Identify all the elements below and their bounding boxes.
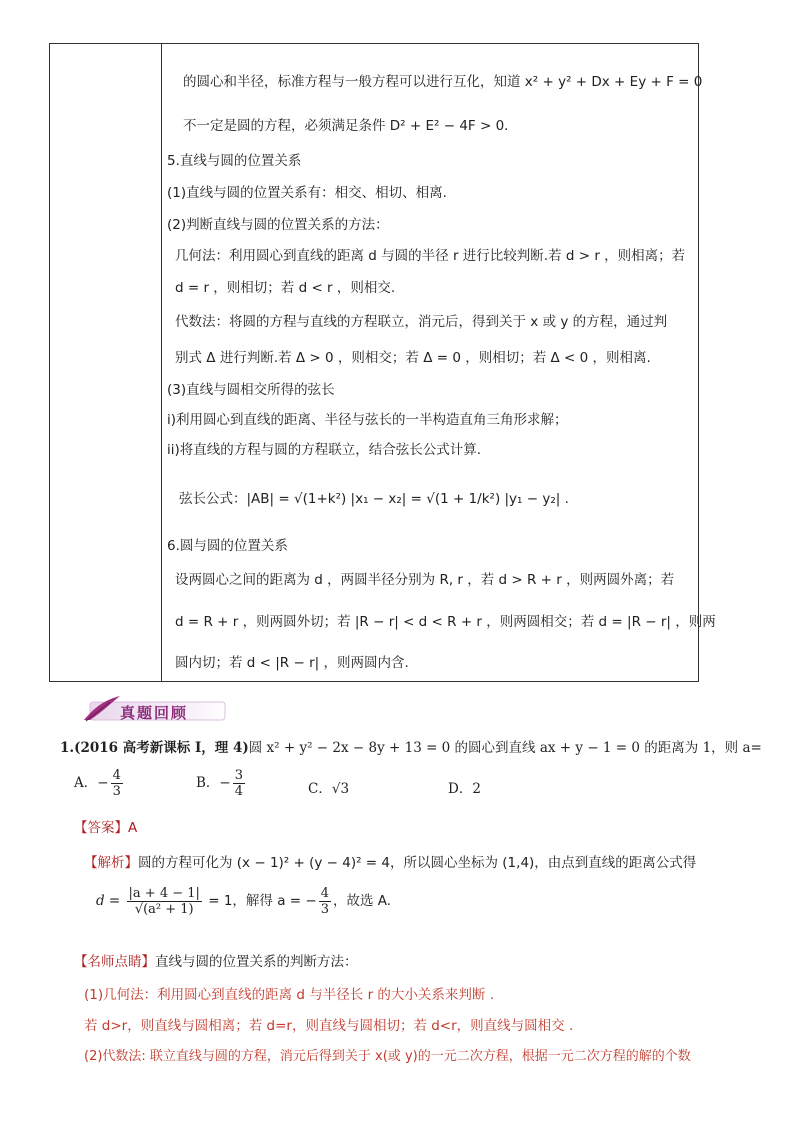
option-c-label: C． [308,781,332,797]
table-content-cell [163,44,716,681]
box-line-7: d = r ，则相切；若 d < r ，则相交. [175,280,396,296]
analysis-frac-num: |a + 4 − 1| [128,886,200,901]
box-line-17: 圆内切；若 d < |R − r| ，则两圆内含. [175,655,409,671]
option-d[interactable] [448,777,481,797]
analysis-line-1 [84,851,696,871]
box-line-10: (3)直线与圆相交所得的弦长 [167,382,335,398]
box-heading-6: 6.圆与圆的位置关系 [167,538,288,554]
option-b-sign: − [219,775,231,791]
analysis-solve: = 1，解得 a = − [208,893,317,909]
analysis-tag: 【解析】 [84,855,138,871]
option-d-label: D． [448,781,473,797]
option-a-den: 3 [112,784,121,799]
box-line-15: 设两圆心之间的距离为 d ，两圆半径分别为 R, r ，若 d > R + r ，则两圆外离；若 [175,572,675,588]
tip-line-3: (2)代数法: 联立直线与圆的方程，消元后得到关于 x(或 y)的一元二次方程，根据一元二次方程的解的个数 [84,1049,691,1064]
question-number: 1. [60,740,75,756]
box-line-8: 代数法：将圆的方程与直线的方程联立，消元后，得到关于 x 或 y 的方程，通过判 [175,314,668,330]
analysis-text-1: 圆的方程可化为 (x − 1)² + (y − 4)² = 4，所以圆心坐标为 (1,4)，由点到直线的距离公式得 [138,855,697,871]
option-d-value: 2 [472,781,481,797]
option-b-num: 3 [234,768,244,783]
box-line-9: 别式 Δ 进行判断.若 Δ > 0 ，则相交；若 Δ = 0 ，则相切；若 Δ < 0 ，则相离. [175,350,651,366]
option-c[interactable] [308,777,349,797]
content-table [49,43,716,682]
option-b[interactable] [196,768,247,799]
option-b-label: B． [196,775,220,791]
box-chord-formula: 弦长公式：|AB| = √(1+k²) |x₁ − x₂| = √(1 + 1/k²) |y₁ − y₂| . [179,491,569,507]
tip-title: 直线与圆的位置关系的判断方法： [155,954,358,970]
option-c-value: √3 [331,781,350,797]
question-stem [60,736,762,756]
box-line-6: 几何法：利用圆心到直线的距离 d 与圆的半径 r 进行比较判断.若 d > r ，则相离；若 [175,248,686,264]
answer-line [74,816,137,836]
analysis-a-num: 4 [320,886,329,901]
table-column-divider [161,44,162,681]
option-a-num: 4 [112,768,121,783]
option-b-den: 4 [234,784,244,799]
tip-line-1: (1)几何法：利用圆心到直线的距离 d 与半径长 r 的大小关系来判断 . [84,987,494,1003]
box-line-1: 的圆心和半径，标准方程与一般方程可以进行互化，知道 x² + y² + Dx + Ey + F = 0 [183,74,703,90]
box-line-2: 不一定是圆的方程，必须满足条件 D² + E² − 4F > 0． [183,118,518,134]
box-line-12: ii)将直线的方程与圆的方程联立，结合弦长公式计算. [167,442,482,458]
box-line-11: i)利用圆心到直线的距离、半径与弦长的一半构造直角三角形求解； [167,412,568,428]
answer-value: A [128,820,138,836]
question-text: 圆 x² + y² − 2x − 8y + 13 = 0 的圆心到直线 ax + y − 1 = 0 的距离为 1，则 a= [248,740,762,756]
tip-tag: 【名师点睛】 [74,954,155,970]
question-source: (2016 高考新课标 I，理 4) [74,740,249,756]
banner-label: 真题回顾 [120,704,189,722]
box-line-16: d = R + r ，则两圆外切；若 |R − r| < d < R + r ，则两圆相交；若 d = |R − r| ，则两 [175,614,716,630]
analysis-frac-den: √(a² + 1) [134,902,194,917]
analysis-d-eq: d = [96,893,121,909]
analysis-line-2 [96,886,391,917]
section-banner [80,694,230,722]
box-heading-5: 5.直线与圆的位置关系 [167,153,302,169]
analysis-a-den: 3 [320,902,329,917]
box-line-5: (2)判断直线与圆的位置关系的方法： [167,217,389,233]
box-line-4: (1)直线与圆的位置关系有：相交、相切、相离. [167,185,447,201]
tip-heading [74,950,358,970]
option-a-sign: − [97,775,109,791]
tip-line-2: 若 d>r，则直线与圆相离；若 d=r，则直线与圆相切；若 d<r，则直线与圆相交 . [84,1018,574,1034]
option-a[interactable] [74,768,125,799]
analysis-choice: ，故选 A. [332,893,392,909]
answer-tag: 【答案】 [74,820,128,836]
option-a-label: A． [74,775,98,791]
